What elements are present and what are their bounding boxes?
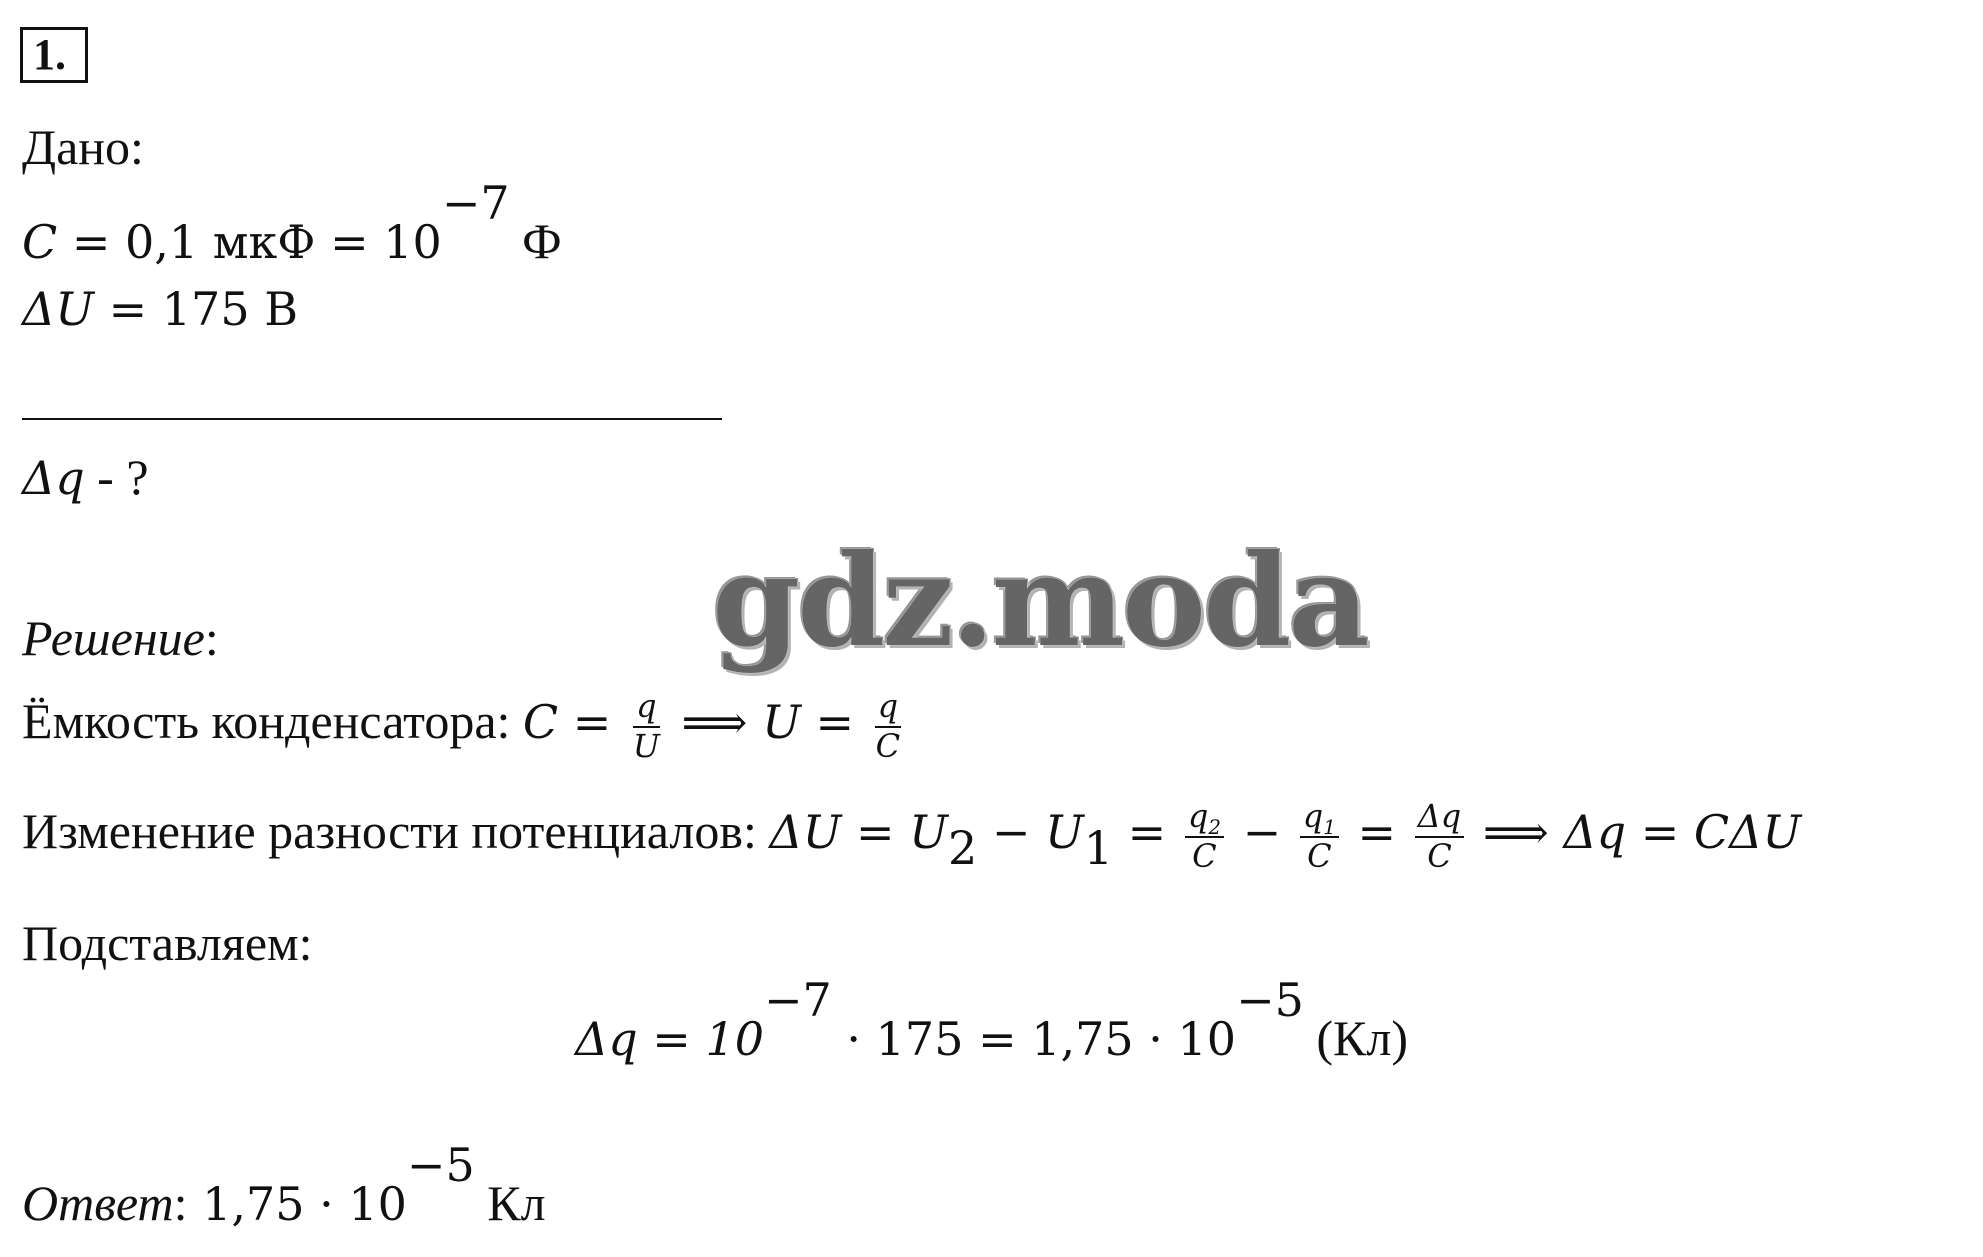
solution-label: Решение: bbox=[22, 610, 219, 666]
given-label: Дано: bbox=[22, 119, 144, 175]
given-capacitance: C = 0,1 мкФ = $10^{-7}$ Ф bbox=[22, 176, 562, 270]
fraction-q-over-c: $\frac{q}{C}$ bbox=[875, 687, 901, 765]
fraction-q2-over-c: $\frac{q_2}{C}$ bbox=[1185, 800, 1224, 873]
given-voltage: ΔU = 175 В bbox=[22, 282, 299, 336]
fraction-q-over-u: $\frac{q}{U}$ bbox=[632, 687, 660, 765]
calculation: $\Delta q = 10^{-7} \cdot 175 = 1,75 \cdot 10^{-5}$ (Кл) bbox=[574, 973, 1408, 1067]
potential-change-formula: Изменение разности потенциалов: $\Delta U = U_2 - U_1$ = $\frac{q_2}{C}$ − $\frac{q_1}{C}$ = $\frac{\Delta q}{C}$ ⟹ Δq = CΔU bbox=[22, 797, 1802, 876]
watermark-logo: gdz.moda bbox=[712, 527, 1367, 675]
given-divider bbox=[22, 418, 722, 420]
fraction-q1-over-c: $\frac{q_1}{C}$ bbox=[1300, 800, 1339, 873]
find-quantity: Δq - ? bbox=[22, 449, 149, 505]
substitute-label: Подставляем: bbox=[22, 915, 313, 971]
problem-number: 1. bbox=[33, 30, 66, 79]
answer: Ответ: $1,75 \cdot 10^{-5}$ Кл bbox=[22, 1138, 546, 1232]
problem-number-box bbox=[20, 27, 88, 83]
capacity-formula: Ёмкость конденсатора: C = $\frac{q}{U}$ ⟹ U = $\frac{q}{C}$ bbox=[22, 690, 907, 763]
fraction-dq-over-c: $\frac{\Delta q}{C}$ bbox=[1415, 800, 1465, 873]
